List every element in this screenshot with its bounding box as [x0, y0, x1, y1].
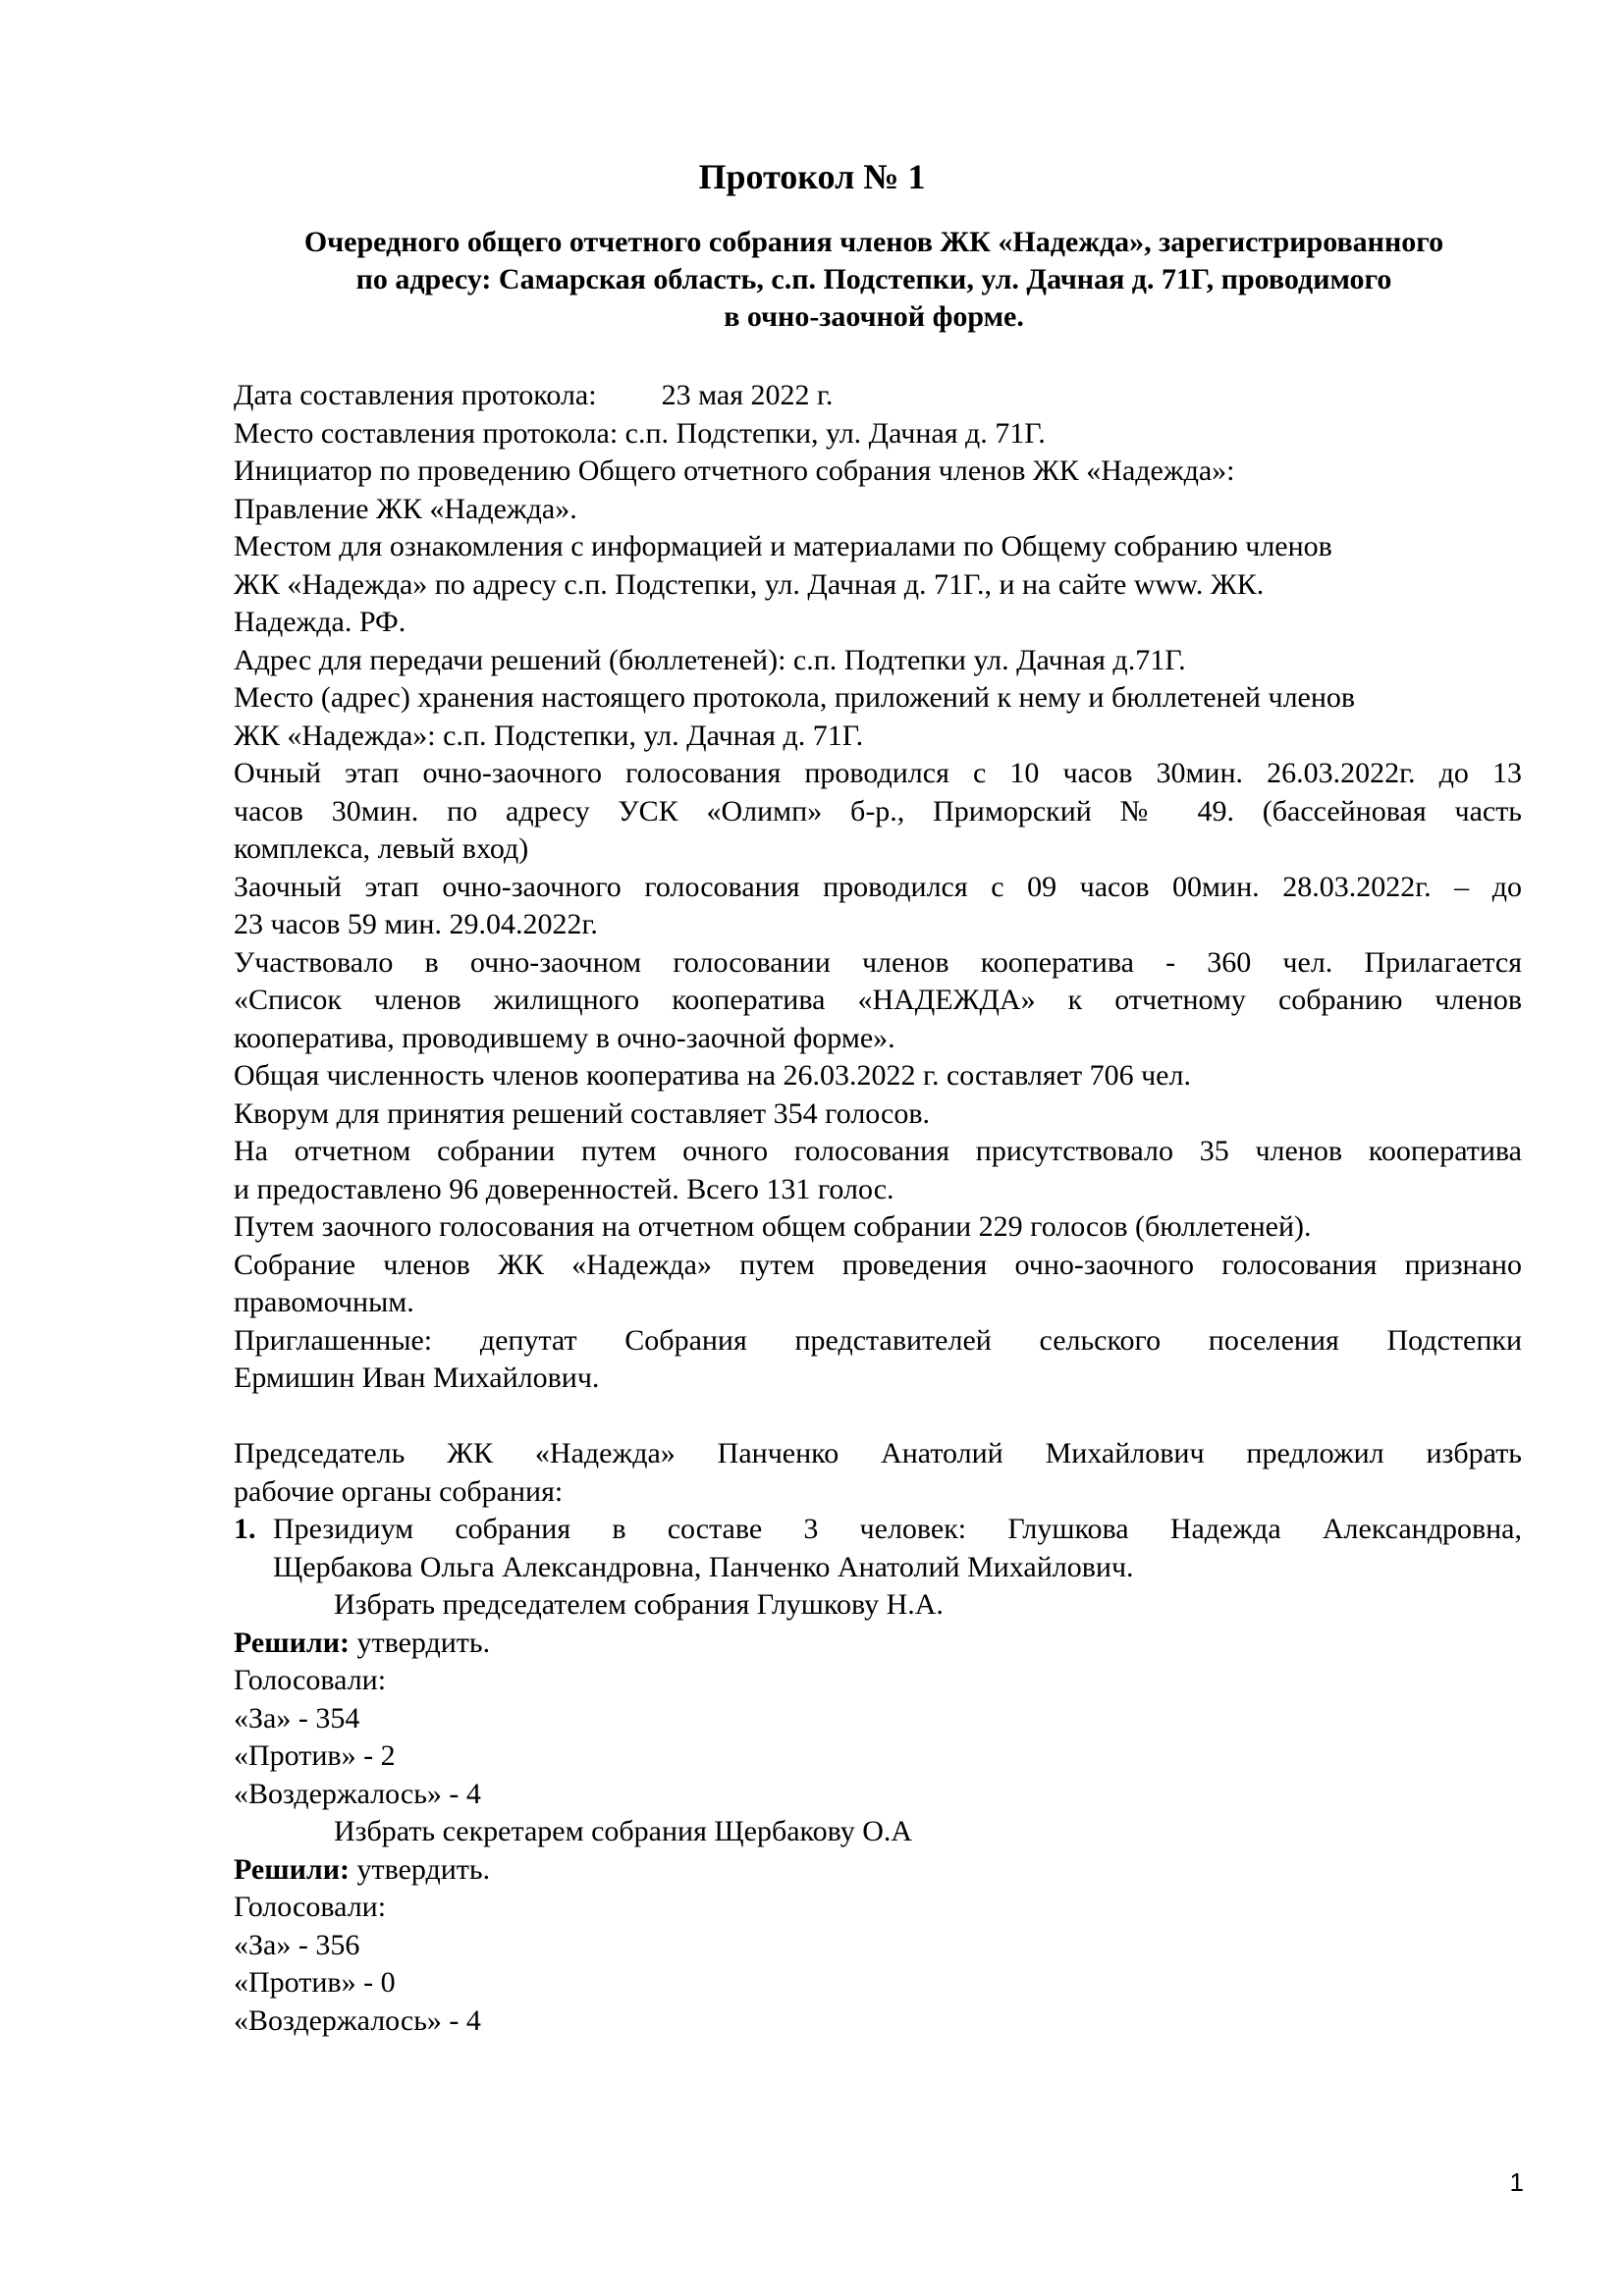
page-number: 1	[1509, 2167, 1524, 2197]
storage-line: ЖК «Надежда»: с.п. Подстепки, ул. Дачная д. 71Г.	[234, 719, 864, 752]
chair-line: рабочие органы собрания:	[234, 1474, 564, 1508]
inperson-line: часов 30мин. по адресу УСК «Олимп» б-р., Приморский № 49. (бассейновая часть	[234, 794, 1522, 828]
agenda-item-text: Президиум собрания в составе 3 человек: Глушкова Надежда Александровна,	[273, 1513, 1522, 1545]
participated-line: «Список членов жилищного кооператива «НАДЕЖДА» к отчетному собранию членов	[234, 984, 1522, 1016]
voted-label: Голосовали:	[234, 1891, 387, 1923]
votes-abstained: «Воздержалось» - 4	[234, 1777, 481, 1810]
initiator-line: Инициатор по проведению Общего отчетного собрания членов ЖК «Надежда»:	[234, 454, 1235, 487]
voted-label: Голосовали:	[234, 1664, 387, 1696]
subtitle-line: в очно-заочной форме.	[724, 300, 1024, 333]
total-line: Общая численность членов кооператива на 26.03.2022 г. составляет 706 чел.	[234, 1059, 1191, 1092]
motion-line: Избрать председателем собрания Глушкову Н.А.	[334, 1588, 944, 1621]
address-line: Адрес для передачи решений (бюллетеней): с.п. Подтепки ул. Дачная д.71Г.	[234, 643, 1186, 676]
inperson-line: комплекса, левый вход)	[234, 832, 529, 865]
decision-label: Решили:	[234, 1626, 350, 1659]
agenda-item-number: 1.	[234, 1513, 256, 1545]
invited-line: Приглашенные: депутат Собрания представителей сельского поселения Подстепки	[234, 1323, 1522, 1357]
agenda-item-1	[234, 1511, 1522, 1549]
subtitle-line: по адресу: Самарская область, с.п. Подстепки, ул. Дачная д. 71Г, проводимого	[355, 263, 1392, 295]
decision-label: Решили:	[234, 1852, 350, 1886]
motion-line: Избрать секретарем собрания Щербакову О.А	[334, 1815, 913, 1847]
info-line: ЖК «Надежда» по адресу с.п. Подстепки, ул. Дачная д. 71Г., и на сайте www. ЖК.	[234, 567, 1265, 601]
decision-value: утвердить.	[349, 1626, 491, 1659]
decision-value: утвердить.	[349, 1852, 491, 1886]
initiator-line: Правление ЖК «Надежда».	[234, 492, 577, 525]
storage-line: Место (адрес) хранения настоящего протокола, приложений к нему и бюллетеней членов	[234, 681, 1356, 714]
quorum-line: Кворум для принятия решений составляет 354 голосов.	[234, 1096, 931, 1130]
inperson-line: Очный этап очно-заочного голосования проводился с 10 часов 30мин. 26.03.2022г. до 13	[234, 757, 1522, 789]
votes-for: «За» - 354	[234, 1701, 360, 1735]
subtitle-line: Очередного общего отчетного собрания членов ЖК «Надежда», зарегистрированного	[303, 226, 1444, 258]
date-line	[234, 377, 1522, 415]
chair-line: Председатель ЖК «Надежда» Панченко Анатолий Михайлович предложил избрать	[234, 1437, 1522, 1469]
votes-abstained: «Воздержалось» - 4	[234, 2003, 481, 2037]
present-line: и предоставлено 96 доверенностей. Всего 131 голос.	[234, 1172, 894, 1205]
absentee-line: Заочный этап очно-заочного голосования проводился с 09 часов 00мин. 28.03.2022г. – до	[234, 870, 1522, 903]
date-value: 23 мая 2022 г.	[661, 379, 834, 411]
valid-line: Собрание членов ЖК «Надежда» путем проведения очно-заочного голосования признано	[234, 1248, 1522, 1281]
date-label: Дата составления протокола:	[234, 379, 597, 411]
decision-line	[234, 1851, 1522, 1890]
info-line: Местом для ознакомления с информацией и материалами по Общему собранию членов	[234, 530, 1332, 562]
votes-for: «За» - 356	[234, 1928, 360, 1961]
present-line: На отчетном собрании путем очного голосования присутствовало 35 членов кооператива	[234, 1135, 1522, 1167]
protocol-body	[234, 377, 1522, 2040]
participated-line: Участвовало в очно-заочном голосовании членов кооператива - 360 чел. Прилагается	[234, 945, 1522, 979]
valid-line: правомочным.	[234, 1286, 414, 1318]
absentee-line: 23 часов 59 мин. 29.04.2022г.	[234, 908, 598, 940]
invited-line: Ермишин Иван Михайлович.	[234, 1362, 600, 1394]
place-line: Место составления протокола: с.п. Подстепки, ул. Дачная д. 71Г.	[234, 416, 1046, 450]
absentee-votes-line: Путем заочного голосования на отчетном общем собрании 229 голосов (бюллетеней).	[234, 1210, 1312, 1243]
votes-against: «Против» - 2	[234, 1739, 396, 1772]
participated-line: кооператива, проводившему в очно-заочной форме».	[234, 1021, 895, 1054]
decision-line	[234, 1625, 1522, 1663]
votes-against: «Против» - 0	[234, 1966, 396, 1999]
protocol-subtitle	[226, 224, 1522, 336]
agenda-item-text: Щербакова Ольга Александровна, Панченко Анатолий Михайлович.	[273, 1550, 1134, 1583]
info-line: Надежда. РФ.	[234, 606, 406, 638]
protocol-title: Протокол № 1	[698, 157, 926, 196]
